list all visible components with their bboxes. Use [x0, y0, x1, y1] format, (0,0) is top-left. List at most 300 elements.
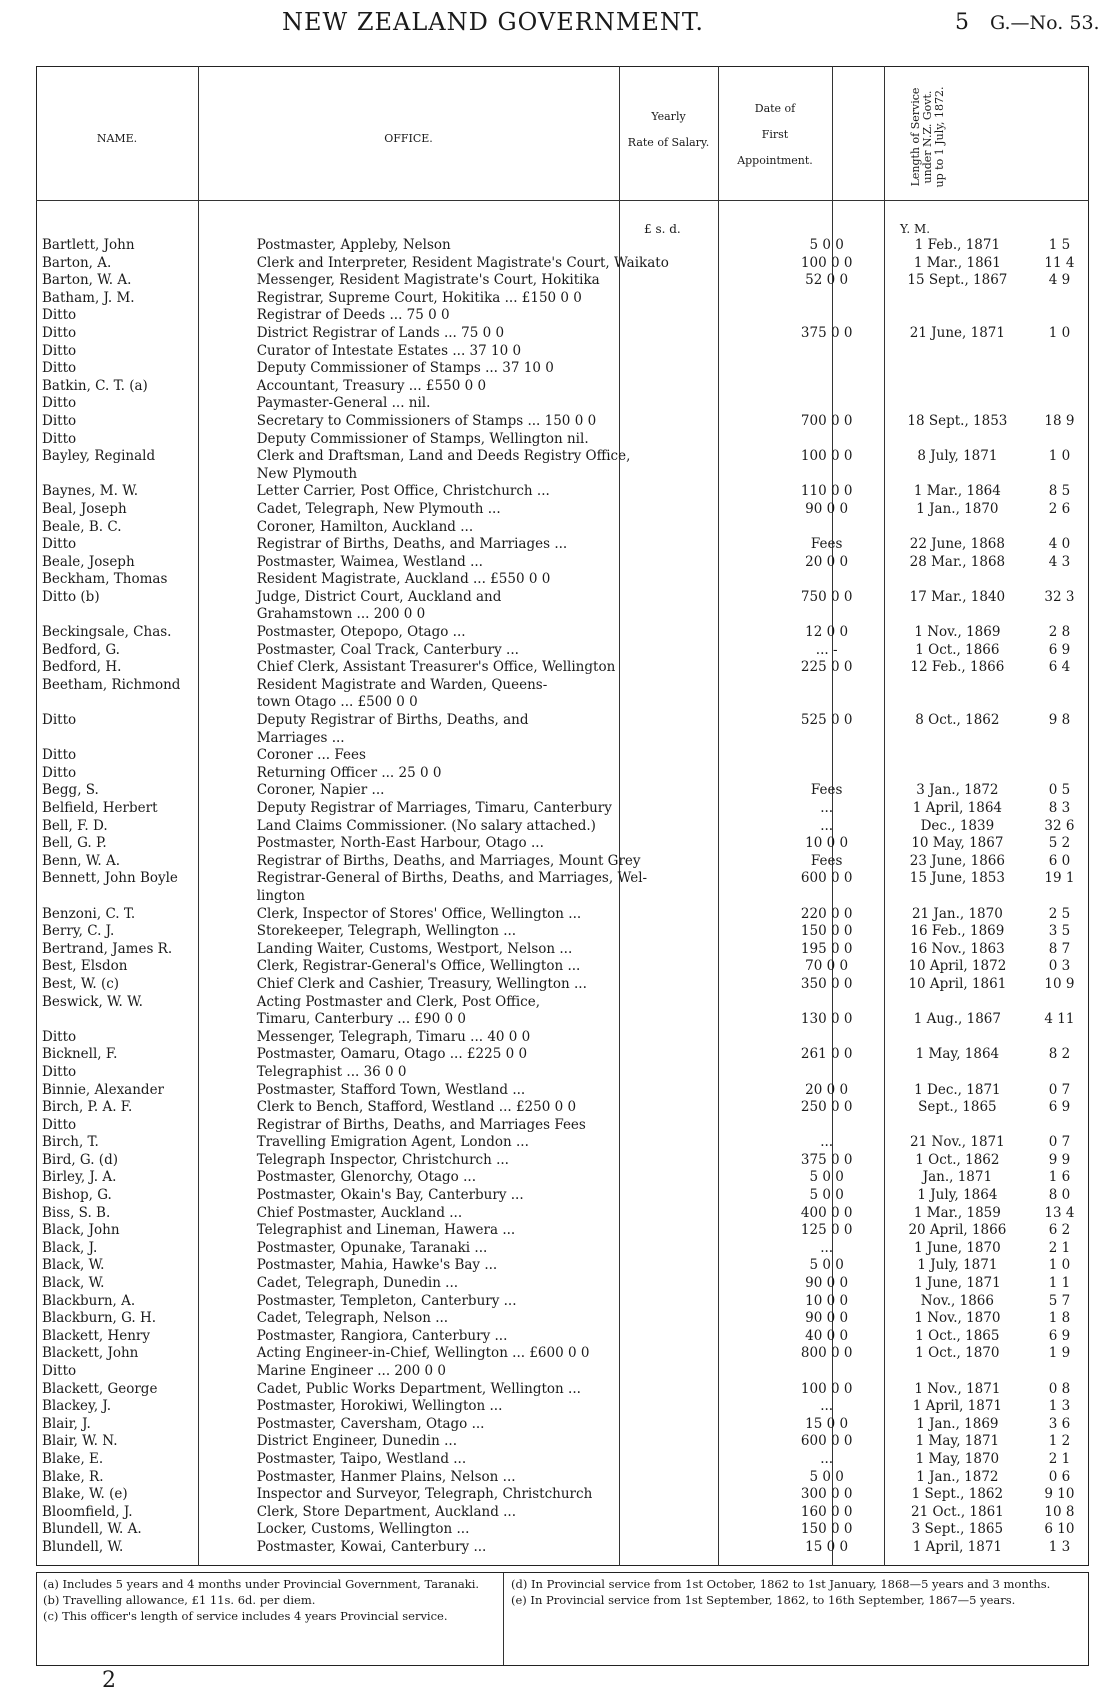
cell-office: Timaru, Canterbury ... £90 0 0: [256, 1012, 466, 1028]
col-header-date-1: Date of: [754, 102, 796, 115]
appointments-table: [40, 238, 1087, 1558]
table-row: [40, 308, 1087, 326]
table-row: [40, 1311, 1087, 1329]
cell-salary: ...: [820, 1240, 834, 1256]
cell-name: Ditto: [42, 713, 77, 729]
cell-length: 18 9: [1044, 413, 1075, 429]
cell-office: town Otago ... £500 0 0: [256, 695, 418, 711]
cell-name: Ditto: [42, 413, 77, 429]
cell-length: 2 8: [1048, 625, 1071, 641]
cell-office: Cadet, Telegraph, New Plymouth ...: [256, 501, 501, 517]
appointments-body: [40, 238, 1087, 1558]
cell-name: [40, 467, 249, 485]
cell-date: 15 June, 1853: [909, 871, 1005, 887]
cell-salary: [770, 291, 882, 309]
table-row: [40, 766, 1087, 784]
cell-date: 1 April, 1864: [912, 801, 1003, 816]
cell-office: Registrar of Births, Deaths, and Marriages Fees: [256, 1117, 586, 1133]
cell-salary: [770, 572, 882, 590]
cell-date: [883, 695, 1032, 713]
cell-salary: 195 0 0: [800, 941, 853, 957]
cell-name: Birch, P. A. F.: [42, 1100, 133, 1116]
cell-name: Blackey, J.: [42, 1399, 112, 1415]
cell-salary: 261 0 0: [800, 1047, 853, 1063]
table-row: [40, 959, 1087, 977]
table-row: [40, 1258, 1087, 1276]
cell-salary: 400 0 0: [800, 1205, 853, 1221]
footnote: (b) Travelling allowance, £1 11s. 6d. per diem.: [43, 1593, 316, 1607]
cell-length: 4 9: [1048, 273, 1071, 289]
cell-salary: 5 0 0: [809, 1469, 844, 1485]
cell-salary: [770, 889, 882, 907]
cell-salary: [770, 748, 882, 766]
table-row: [40, 977, 1087, 995]
cell-date: 1 May, 1870: [915, 1451, 1000, 1467]
cell-salary: 525 0 0: [800, 713, 853, 729]
cell-name: Blake, W. (e): [42, 1487, 128, 1503]
cell-office: Postmaster, Glenorchy, Otago ...: [256, 1170, 476, 1186]
cell-name: Bayley, Reginald: [42, 449, 156, 465]
footnote: (c) This officer's length of service includes 4 years Provincial service.: [43, 1609, 448, 1623]
table-row: [40, 836, 1087, 854]
cell-length: 2 5: [1048, 906, 1071, 922]
cell-date: 10 April, 1861: [908, 976, 1007, 992]
table-row: [40, 1135, 1087, 1153]
cell-office: Messenger, Resident Magistrate's Court, Hokitika: [256, 273, 600, 289]
cell-salary: 700 0 0: [800, 413, 853, 429]
table-row: [40, 344, 1087, 362]
table-row: [40, 537, 1087, 555]
table-row: [40, 889, 1087, 907]
cell-salary: [770, 1030, 882, 1048]
table-row: [40, 695, 1087, 713]
cell-salary: 90 0 0: [805, 1311, 849, 1327]
table-row: [40, 1206, 1087, 1224]
cell-office: Postmaster, Otepopo, Otago ...: [256, 625, 466, 641]
cell-length: [1032, 607, 1087, 625]
cell-name: Blair, J.: [42, 1416, 91, 1432]
col-header-length-2: under N.Z. Govt.: [921, 90, 934, 184]
cell-office: Travelling Emigration Agent, London ...: [256, 1135, 529, 1151]
cell-length: 2 1: [1048, 1240, 1071, 1256]
cell-office: Secretary to Commissioners of Stamps ... 150 0 0: [256, 413, 597, 429]
cell-office: Resident Magistrate and Warden, Queens-: [256, 677, 548, 693]
cell-date: 8 Oct., 1862: [915, 713, 1000, 729]
cell-length: [1032, 748, 1087, 766]
cell-name: Beale, B. C.: [42, 519, 122, 535]
cell-date: Sept., 1865: [918, 1100, 997, 1116]
cell-salary: [770, 607, 882, 625]
cell-date: 1 Jan., 1869: [916, 1416, 999, 1432]
cell-name: Black, W.: [42, 1276, 105, 1292]
cell-name: Blake, R.: [42, 1469, 104, 1485]
cell-salary: 250 0 0: [800, 1100, 853, 1116]
table-row: [40, 396, 1087, 414]
cell-name: Best, Elsdon: [42, 959, 128, 975]
cell-name: Beetham, Richmond: [42, 677, 181, 693]
cell-length: [1032, 695, 1087, 713]
cell-name: Ditto: [42, 396, 77, 412]
cell-name: Ditto: [42, 361, 77, 377]
col-header-date-3: Appointment.: [737, 154, 813, 167]
cell-name: Blackett, John: [42, 1346, 139, 1362]
cell-length: [1032, 678, 1087, 696]
cell-length: 6 9: [1048, 642, 1071, 658]
cell-date: 1 Oct., 1870: [915, 1346, 1000, 1362]
cell-length: 0 6: [1048, 1469, 1071, 1485]
cell-date: 1 Nov., 1871: [914, 1381, 1001, 1397]
cell-length: 9 9: [1048, 1152, 1071, 1168]
cell-name: [40, 695, 249, 713]
table-row: [40, 414, 1087, 432]
cell-name: Bird, G. (d): [42, 1152, 118, 1168]
cell-length: [1032, 995, 1087, 1013]
paper-reference: G.—No. 53.: [990, 12, 1100, 34]
cell-date: 8 July, 1871: [917, 449, 998, 465]
cell-office: Coroner ... Fees: [256, 748, 366, 764]
cell-name: Barton, A.: [42, 255, 112, 271]
table-row: [40, 1083, 1087, 1101]
cell-date: 1 Jan., 1870: [916, 501, 999, 517]
cell-date: [883, 396, 1032, 414]
cell-length: 3 5: [1048, 924, 1071, 940]
cell-date: 17 Mar., 1840: [909, 589, 1006, 605]
cell-length: 1 9: [1048, 1346, 1071, 1362]
cell-date: [883, 1364, 1032, 1382]
cell-office: Coroner, Hamilton, Auckland ...: [256, 519, 474, 535]
cell-salary: 125 0 0: [800, 1223, 853, 1239]
cell-date: [883, 678, 1032, 696]
table-row: [40, 1399, 1087, 1417]
cell-salary: 100 0 0: [800, 1381, 853, 1397]
table-row: [40, 731, 1087, 749]
length-units: Y. M.: [900, 222, 931, 236]
cell-salary: [770, 396, 882, 414]
table-row: [40, 326, 1087, 344]
table-row: [40, 607, 1087, 625]
cell-date: 22 June, 1868: [909, 537, 1005, 553]
table-row: [40, 660, 1087, 678]
cell-length: [1032, 1030, 1087, 1048]
cell-date: 1 Nov., 1870: [914, 1311, 1001, 1327]
cell-salary: 90 0 0: [805, 501, 849, 517]
cell-date: 1 Feb., 1871: [914, 238, 1001, 253]
table-row: [40, 361, 1087, 379]
cell-length: [1032, 520, 1087, 538]
table-row: [40, 1487, 1087, 1505]
cell-date: 10 May, 1867: [911, 836, 1004, 852]
table-row: [40, 1030, 1087, 1048]
cell-name: Ditto: [42, 1064, 77, 1080]
table-row: [40, 1417, 1087, 1435]
cell-name: Bell, F. D.: [42, 818, 108, 834]
cell-date: 1 Oct., 1866: [915, 642, 1000, 658]
cell-length: 1 0: [1048, 449, 1071, 465]
cell-length: 1 3: [1048, 1539, 1071, 1555]
cell-office: Cadet, Telegraph, Nelson ...: [256, 1311, 449, 1327]
cell-office: Registrar of Deeds ... 75 0 0: [256, 308, 450, 324]
cell-salary: [770, 731, 882, 749]
cell-salary: 225 0 0: [800, 660, 853, 676]
page-number-bottom: 2: [102, 1668, 116, 1693]
table-row: [40, 1505, 1087, 1523]
cell-length: 6 4: [1048, 660, 1071, 676]
table-row: [40, 748, 1087, 766]
cell-date: [883, 379, 1032, 397]
col-header-office: OFFICE.: [384, 132, 433, 145]
cell-salary: 100 0 0: [800, 255, 853, 271]
table-row: [40, 1346, 1087, 1364]
cell-length: 1 3: [1048, 1399, 1071, 1415]
cell-office: Landing Waiter, Customs, Westport, Nelson ...: [256, 941, 573, 957]
cell-office: Locker, Customs, Wellington ...: [256, 1522, 470, 1538]
col-header-salary-1: Yearly: [651, 110, 686, 123]
cell-salary: ...: [820, 801, 834, 816]
cell-date: 1 Oct., 1862: [915, 1152, 1000, 1168]
cell-name: Blair, W. N.: [42, 1434, 118, 1450]
cell-name: Black, W.: [42, 1258, 105, 1274]
cell-length: 4 3: [1048, 554, 1071, 570]
cell-date: 21 Nov., 1871: [910, 1135, 1005, 1151]
cell-office: Postmaster, Templeton, Canterbury ...: [256, 1293, 517, 1309]
cell-length: 8 0: [1048, 1188, 1071, 1204]
cell-name: Bishop, G.: [42, 1188, 112, 1204]
cell-length: 0 5: [1048, 783, 1071, 799]
cell-date: [883, 308, 1032, 326]
table-row: [40, 1100, 1087, 1118]
cell-date: 1 Aug., 1867: [913, 1012, 1001, 1028]
cell-office: Returning Officer ... 25 0 0: [256, 765, 442, 781]
cell-name: Belfield, Herbert: [42, 801, 158, 816]
cell-length: [1032, 432, 1087, 450]
cell-salary: 130 0 0: [800, 1012, 853, 1028]
cell-name: Blackett, Henry: [42, 1328, 150, 1344]
cell-name: Ditto: [42, 431, 77, 447]
cell-length: 1 8: [1048, 1311, 1071, 1327]
cell-office: Cadet, Public Works Department, Wellington ...: [256, 1381, 581, 1397]
cell-name: Bell, G. P.: [42, 836, 107, 852]
cell-length: 32 6: [1044, 818, 1075, 834]
cell-office: lington: [256, 888, 305, 904]
cell-office: Postmaster, Caversham, Otago ...: [256, 1416, 485, 1432]
cell-date: 12 Feb., 1866: [910, 660, 1005, 676]
cell-salary: 600 0 0: [800, 871, 853, 887]
cell-length: 9 10: [1044, 1487, 1075, 1503]
table-row: [40, 783, 1087, 801]
cell-salary: 375 0 0: [800, 325, 853, 341]
cell-salary: 10 0 0: [805, 836, 849, 852]
cell-salary: 12 0 0: [805, 625, 849, 641]
cell-name: Birley, J. A.: [42, 1170, 117, 1186]
cell-salary: 5 0 0: [809, 1258, 844, 1274]
cell-name: Ditto: [42, 308, 77, 324]
footnotes-box: [36, 1572, 1089, 1666]
page-number-top: 5: [955, 10, 969, 35]
table-row: [40, 801, 1087, 819]
cell-length: [1032, 467, 1087, 485]
cell-office: Storekeeper, Telegraph, Wellington ...: [256, 924, 517, 940]
cell-salary: 300 0 0: [800, 1487, 853, 1503]
cell-date: 21 Oct., 1861: [911, 1504, 1004, 1520]
cell-length: [1032, 1364, 1087, 1382]
footnote-divider: [503, 1573, 504, 1665]
cell-name: Ditto: [42, 537, 77, 553]
cell-name: Best, W. (c): [42, 976, 120, 992]
cell-length: 1 2: [1048, 1434, 1071, 1450]
cell-date: 1 Oct., 1865: [915, 1328, 1000, 1344]
cell-office: Inspector and Surveyor, Telegraph, Christchurch: [256, 1487, 593, 1503]
cell-name: Ditto (b): [42, 589, 100, 605]
col-header-length: [909, 78, 946, 196]
table-row: [40, 1223, 1087, 1241]
cell-office: Registrar-General of Births, Deaths, and Marriages, Wel-: [256, 871, 648, 887]
cell-office: New Plymouth: [256, 466, 358, 482]
table-row: [40, 1170, 1087, 1188]
cell-office: Clerk, Store Department, Auckland ...: [256, 1504, 517, 1520]
table-row: [40, 590, 1087, 608]
cell-salary: 110 0 0: [800, 484, 853, 500]
cell-date: Dec., 1839: [920, 818, 995, 834]
cell-date: 1 Dec., 1871: [914, 1082, 1001, 1098]
cell-salary: 15 0 0: [805, 1416, 849, 1432]
col-header-name: NAME.: [96, 132, 138, 145]
cell-salary: 70 0 0: [805, 959, 849, 975]
footnote: (d) In Provincial service from 1st October, 1862 to 1st January, 1868—5 years and 3 months.: [511, 1577, 1051, 1591]
cell-salary: [770, 432, 882, 450]
cell-date: [883, 432, 1032, 450]
cell-date: Jan., 1871: [922, 1170, 993, 1186]
cell-office: Deputy Commissioner of Stamps, Wellington nil.: [256, 431, 589, 447]
cell-salary: 350 0 0: [800, 976, 853, 992]
cell-name: Berry, C. J.: [42, 924, 115, 940]
cell-name: Binnie, Alexander: [42, 1082, 165, 1098]
cell-name: [40, 607, 249, 625]
cell-office: Clerk, Inspector of Stores' Office, Wellington ...: [256, 906, 582, 922]
cell-salary: Fees: [810, 783, 843, 799]
cell-office: Postmaster, Appleby, Nelson: [256, 238, 451, 253]
cell-office: Postmaster, Coal Track, Canterbury ...: [256, 642, 519, 658]
cell-date: 1 April, 1871: [912, 1399, 1003, 1415]
table-row: [40, 1470, 1087, 1488]
cell-salary: [770, 344, 882, 362]
table-row: [40, 520, 1087, 538]
cell-salary: 160 0 0: [800, 1504, 853, 1520]
cell-length: 1 1: [1048, 1276, 1071, 1292]
cell-length: 0 7: [1048, 1082, 1071, 1098]
cell-office: Accountant, Treasury ... £550 0 0: [256, 378, 487, 394]
cell-name: Ditto: [42, 765, 77, 781]
cell-name: Blackett, George: [42, 1381, 158, 1397]
cell-office: Judge, District Court, Auckland and: [256, 589, 502, 605]
cell-salary: 600 0 0: [800, 1434, 853, 1450]
footnotes-right: [511, 1577, 1085, 1609]
cell-length: 9 8: [1048, 713, 1071, 729]
cell-office: Clerk, Registrar-General's Office, Wellington ...: [256, 959, 581, 975]
page-header: [0, 6, 1114, 40]
cell-salary: [770, 995, 882, 1013]
cell-salary: [770, 308, 882, 326]
cell-office: Paymaster-General ... nil.: [256, 396, 431, 412]
cell-office: Postmaster, Taipo, Westland ...: [256, 1451, 467, 1467]
cell-name: Bartlett, John: [42, 238, 135, 253]
cell-length: [1032, 766, 1087, 784]
cell-name: Blundell, W.: [42, 1539, 124, 1555]
cell-date: [883, 1065, 1032, 1083]
table-row: [40, 502, 1087, 520]
cell-length: [1032, 379, 1087, 397]
table-row: [40, 907, 1087, 925]
table-row: [40, 467, 1087, 485]
cell-name: Ditto: [42, 1117, 77, 1133]
cell-office: Postmaster, Waimea, Westland ...: [256, 554, 483, 570]
table-row: [40, 1012, 1087, 1030]
table-row: [40, 1276, 1087, 1294]
cell-name: Ditto: [42, 343, 77, 359]
cell-salary: [770, 1364, 882, 1382]
cell-length: [1032, 344, 1087, 362]
cell-date: 3 Jan., 1872: [916, 783, 999, 799]
salary-units: £ s. d.: [644, 222, 681, 236]
cell-salary: 5 0 0: [809, 1170, 844, 1186]
cell-office: Marriages ...: [256, 730, 345, 746]
cell-length: 4 0: [1048, 537, 1071, 553]
cell-office: Resident Magistrate, Auckland ... £550 0 0: [256, 572, 551, 588]
cell-length: 6 0: [1048, 853, 1071, 869]
cell-date: [883, 344, 1032, 362]
cell-date: [883, 731, 1032, 749]
cell-date: 1 Mar., 1861: [913, 255, 1001, 271]
cell-salary: Fees: [810, 853, 843, 869]
cell-date: [883, 572, 1032, 590]
cell-office: Postmaster, Mahia, Hawke's Bay ...: [256, 1258, 498, 1274]
cell-office: District Registrar of Lands ... 75 0 0: [256, 325, 505, 341]
table-row: [40, 291, 1087, 309]
cell-salary: 750 0 0: [800, 589, 853, 605]
cell-name: Ditto: [42, 748, 77, 764]
cell-name: Ditto: [42, 1364, 77, 1379]
cell-length: 11 4: [1044, 255, 1075, 271]
table-row: [40, 1434, 1087, 1452]
cell-office: Land Claims Commissioner. (No salary attached.): [256, 818, 596, 834]
cell-length: 5 7: [1048, 1293, 1071, 1309]
cell-office: Clerk to Bench, Stafford, Westland ... £250 0 0: [256, 1100, 577, 1116]
cell-salary: ...: [820, 1399, 834, 1415]
cell-office: Postmaster, Okain's Bay, Canterbury ...: [256, 1188, 524, 1204]
cell-office: Chief Clerk and Cashier, Treasury, Wellington ...: [256, 976, 587, 992]
cell-office: Postmaster, North-East Harbour, Otago ...: [256, 836, 544, 852]
cell-salary: 40 0 0: [805, 1328, 849, 1344]
table-row: [40, 643, 1087, 661]
table-row: [40, 1540, 1087, 1558]
table-row: [40, 379, 1087, 397]
table-row: [40, 238, 1087, 256]
cell-date: [883, 291, 1032, 309]
cell-name: Benn, W. A.: [42, 853, 121, 869]
cell-salary: [770, 361, 882, 379]
table-row: [40, 1065, 1087, 1083]
cell-name: Beal, Joseph: [42, 501, 127, 517]
table-row: [40, 1294, 1087, 1312]
cell-name: Blake, E.: [42, 1451, 104, 1467]
cell-name: Bloomfield, J.: [42, 1504, 133, 1520]
cell-date: 1 May, 1871: [915, 1434, 1000, 1450]
cell-date: 21 June, 1871: [909, 325, 1005, 341]
cell-office: Deputy Registrar of Births, Deaths, and: [256, 713, 529, 729]
footnotes-left: [43, 1577, 495, 1625]
cell-date: 1 July, 1871: [917, 1258, 998, 1274]
cell-length: 19 1: [1044, 871, 1075, 887]
cell-date: 1 April, 1871: [912, 1539, 1003, 1555]
